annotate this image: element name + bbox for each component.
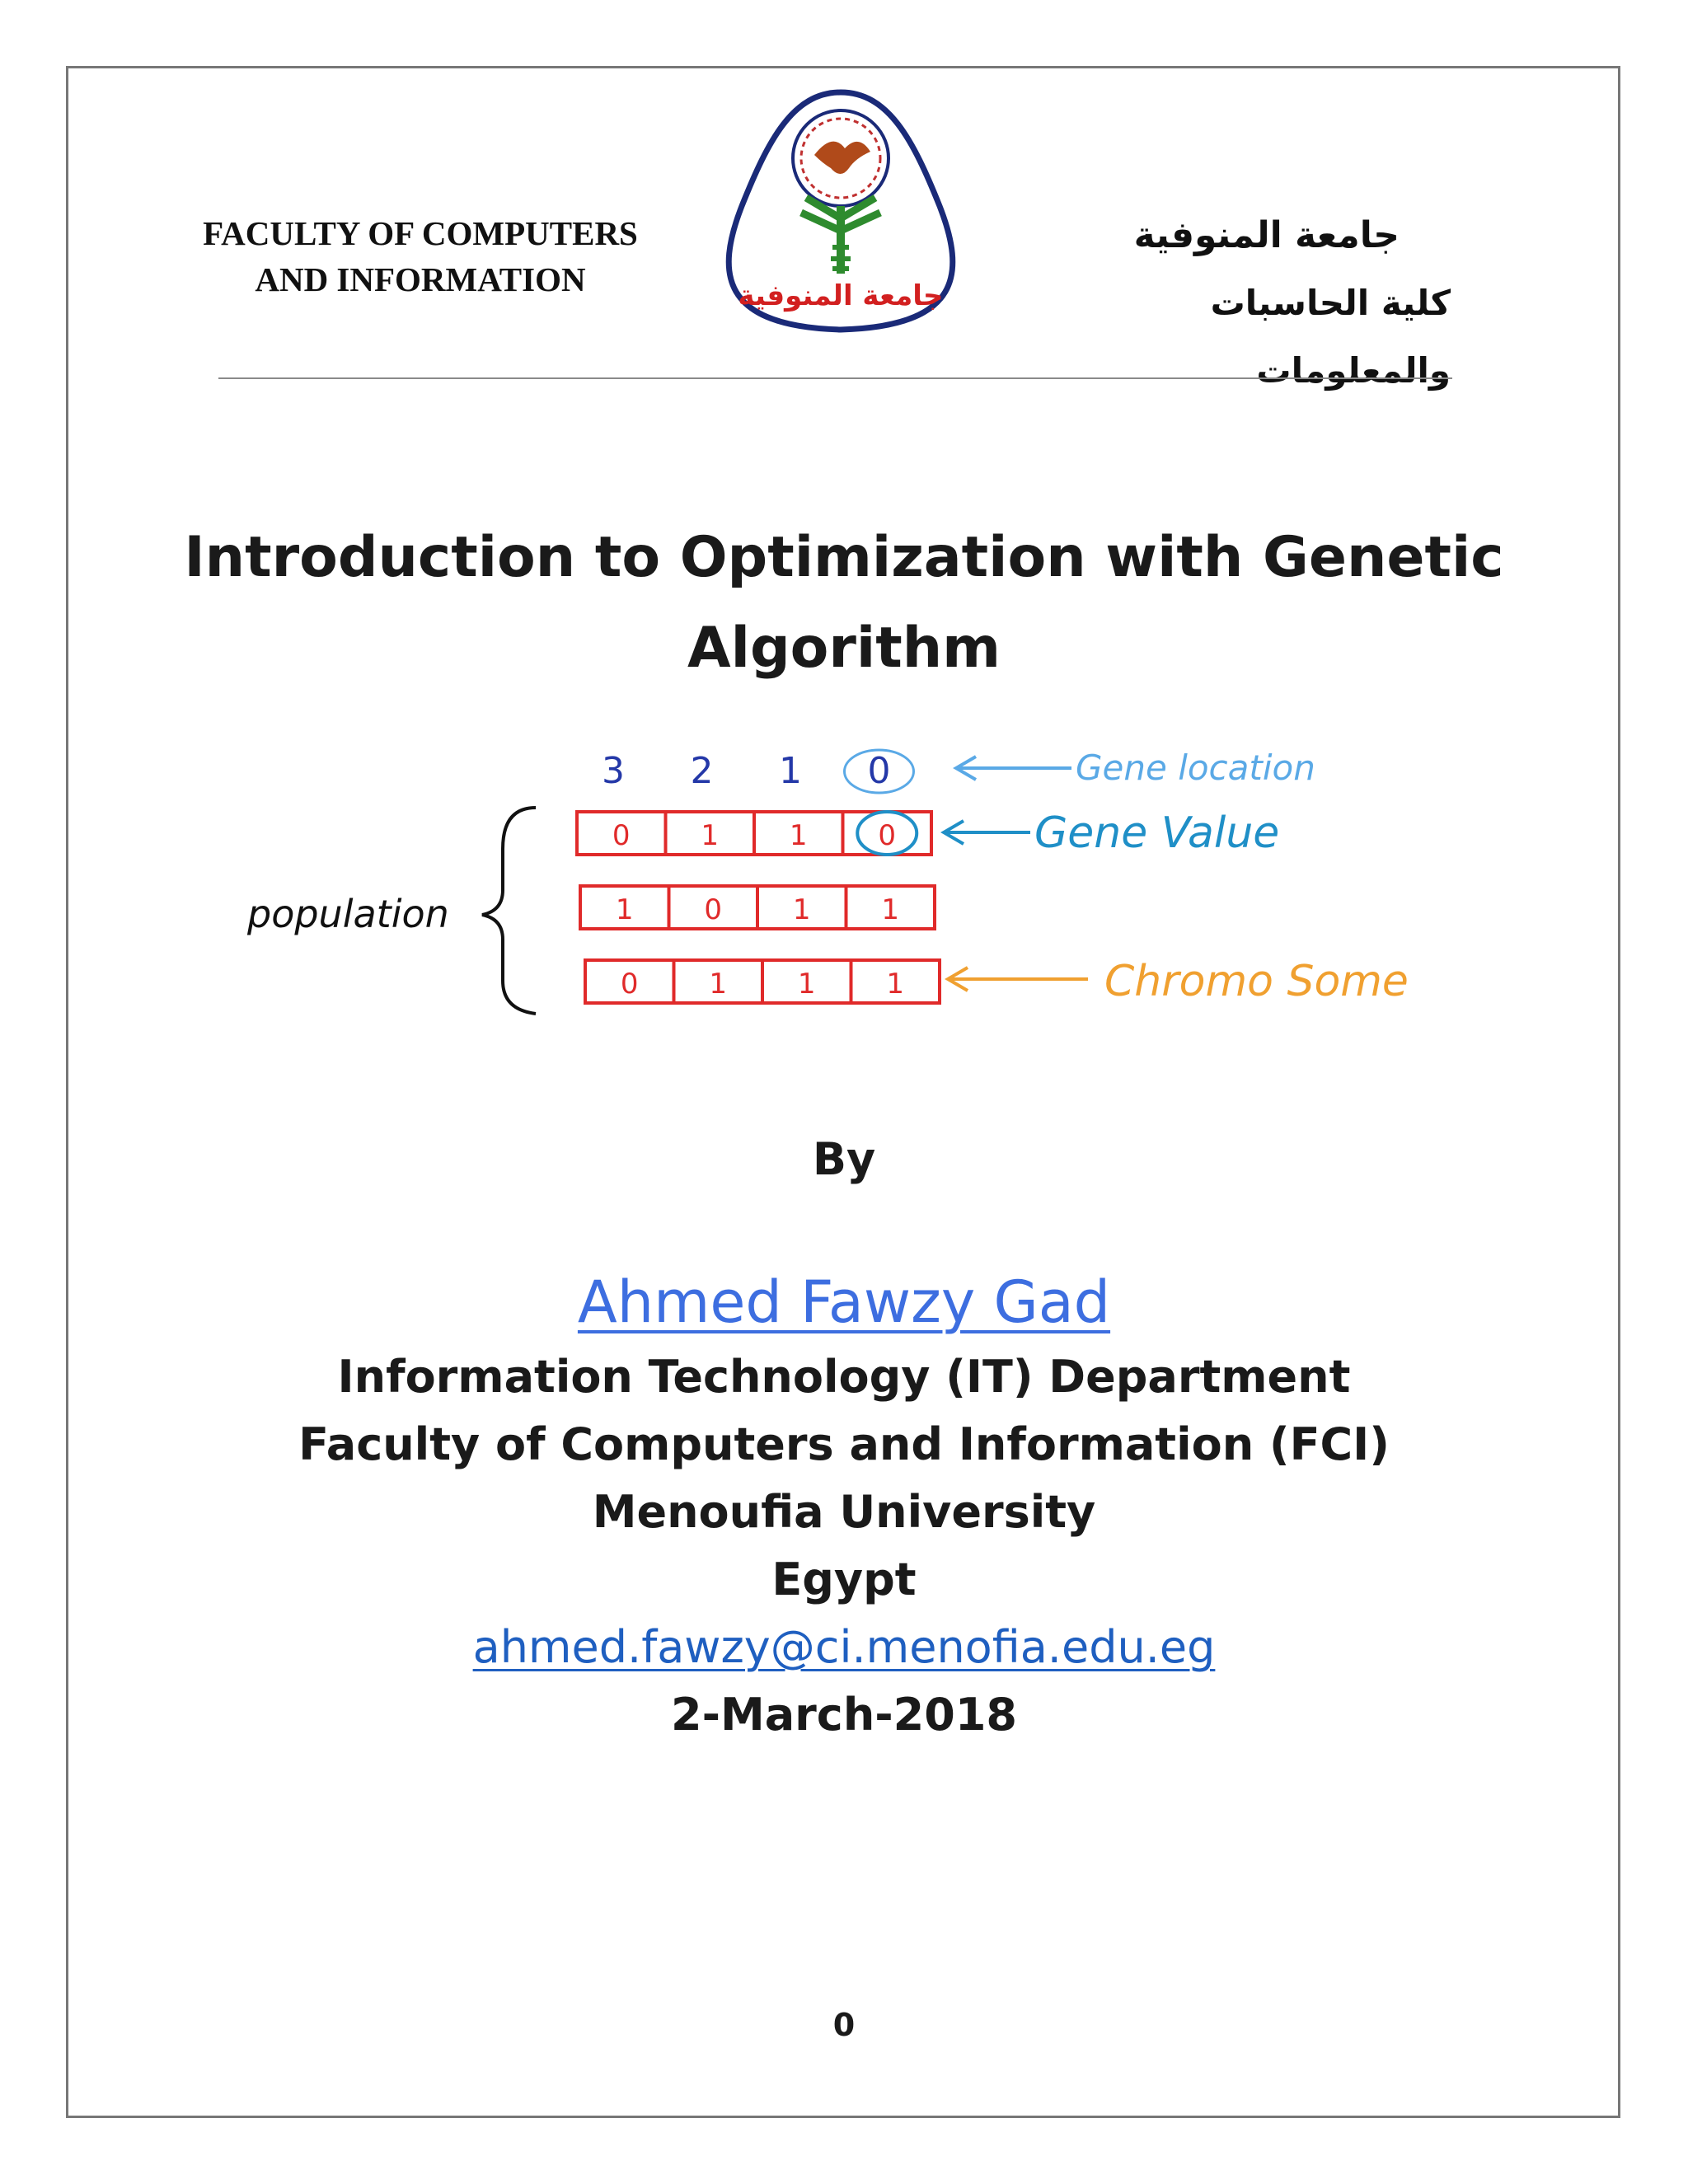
author-affiliation (0, 1343, 1688, 1749)
gene-value: 1 (886, 968, 905, 1001)
university-name-ar: جامعة المنوفية (1133, 214, 1400, 256)
gene-value: 0 (704, 893, 723, 926)
faculty-name-ar: كلية الحاسبات والمعلومات (1210, 283, 1451, 391)
header-divider (218, 377, 1452, 379)
genetic-algorithm-diagram (239, 725, 1459, 1047)
gene-location-number: 3 (602, 750, 625, 792)
title-line1: Introduction to Optimization with Genetic (184, 525, 1504, 590)
population-label: population (247, 892, 449, 936)
gene-value: 1 (792, 893, 811, 926)
gene-value: 1 (709, 968, 728, 1001)
logo-arabic-text: جامعة المنوفية (738, 279, 944, 312)
chromosome-label: Chromo Some (1104, 957, 1409, 1006)
gene-location-label: Gene location (1076, 748, 1315, 788)
gene-location-number: 1 (779, 750, 802, 792)
by-label: By (812, 1133, 876, 1185)
gene-value-label: Gene Value (1034, 808, 1280, 858)
author-department: Information Technology (IT) Department (337, 1351, 1351, 1403)
faculty-name-arabic (1071, 202, 1451, 405)
gene-location-number: 2 (690, 750, 714, 792)
menoufia-university-logo (709, 82, 973, 346)
gene-value: 1 (615, 893, 634, 926)
population-brace (482, 808, 536, 1014)
gene-value: 1 (797, 968, 816, 1001)
author-faculty: Faculty of Computers and Information (FCI) (298, 1418, 1390, 1470)
title-line2: Algorithm (687, 616, 1001, 681)
author-email-link[interactable]: ahmed.fawzy@ci.menofia.edu.eg (472, 1621, 1216, 1673)
document-title (165, 513, 1523, 694)
author-country: Egypt (771, 1554, 917, 1605)
gene-value: 1 (701, 819, 720, 852)
gene-location-number: 0 (867, 750, 891, 792)
gene-value: 0 (878, 819, 897, 852)
faculty-name-en-line2: AND INFORMATION (255, 260, 586, 298)
gene-value: 0 (612, 819, 631, 852)
faculty-name-en-line1: FACULTY OF COMPUTERS (203, 214, 638, 252)
faculty-name-english (148, 210, 692, 302)
gene-value: 1 (881, 893, 900, 926)
gene-value: 1 (789, 819, 808, 852)
document-date: 2-March-2018 (671, 1689, 1017, 1741)
page-number: 0 (832, 2007, 856, 2043)
gene-value: 0 (620, 968, 639, 1001)
author-name-link[interactable]: Ahmed Fawzy Gad (577, 1268, 1111, 1336)
author-university: Menoufia University (592, 1486, 1096, 1538)
